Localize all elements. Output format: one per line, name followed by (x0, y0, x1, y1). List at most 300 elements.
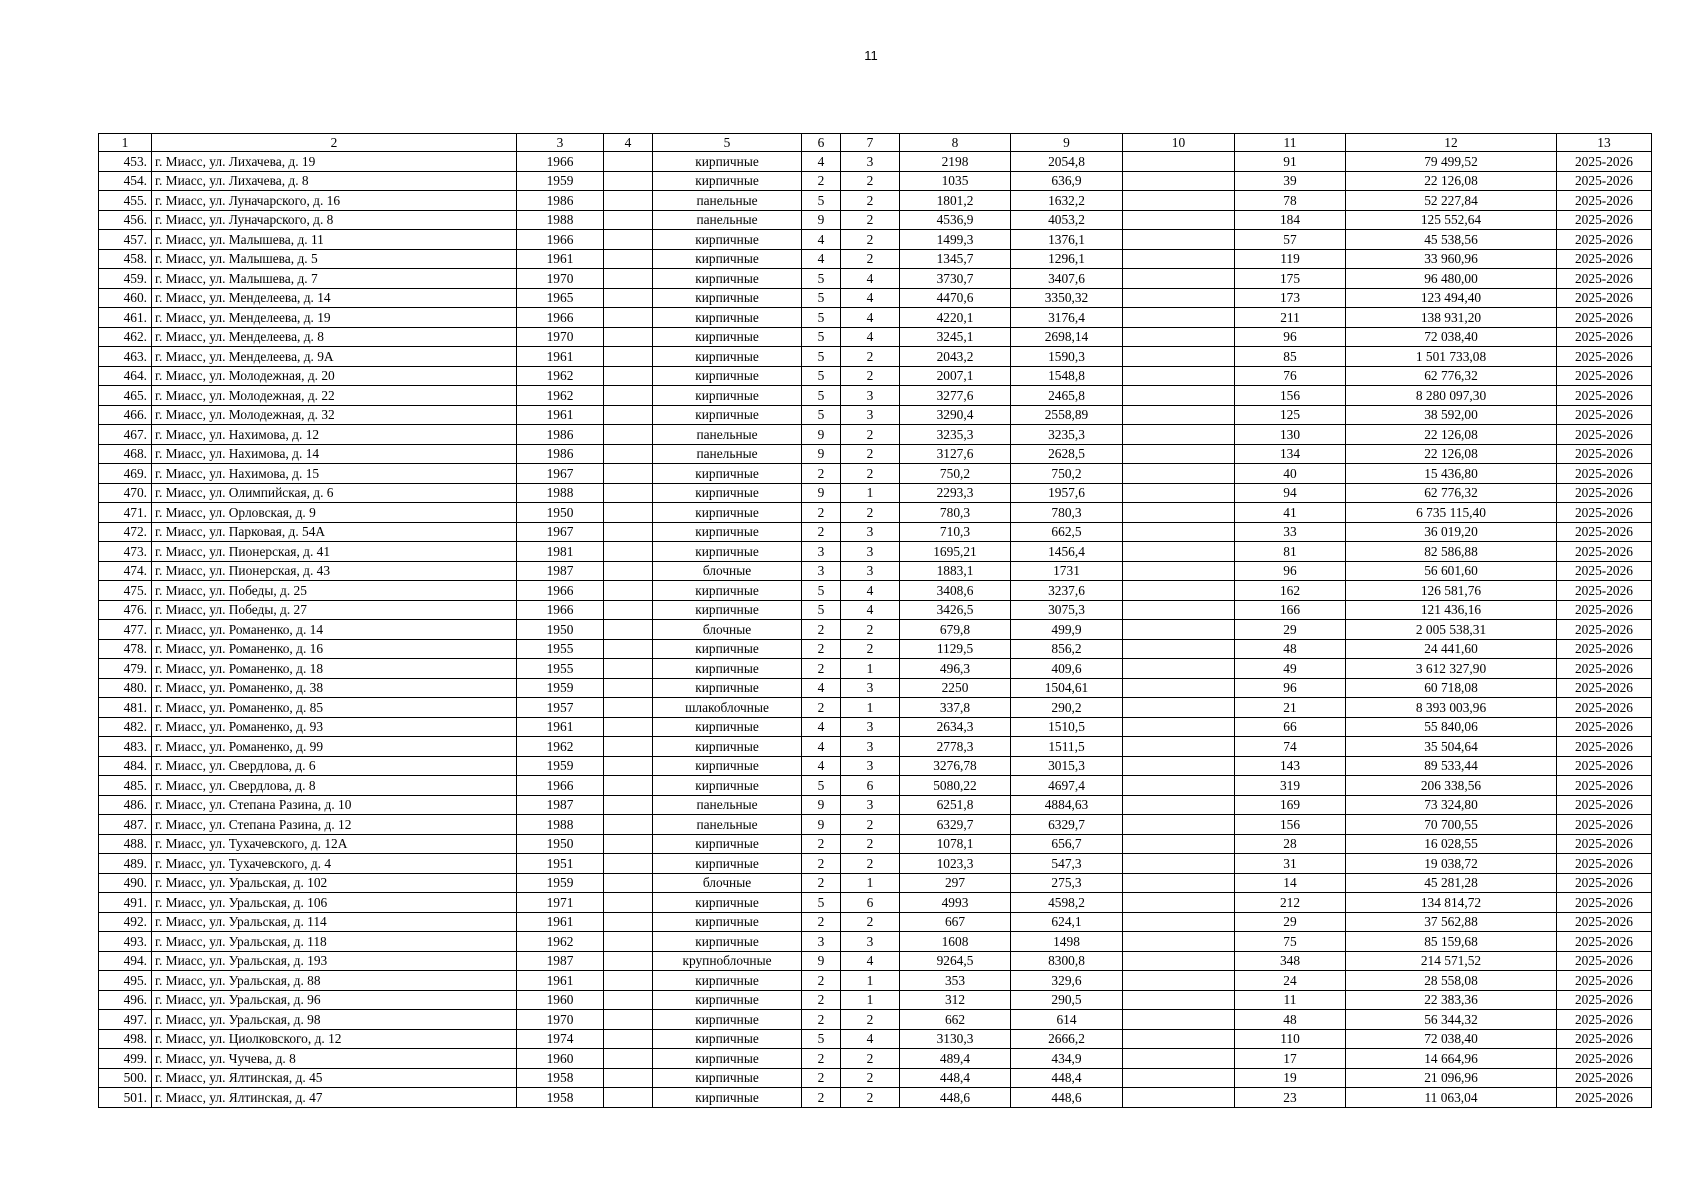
cell-floors: 2 (802, 1010, 841, 1030)
cell-residents: 28 (1235, 834, 1346, 854)
cell-col-10 (1123, 347, 1235, 367)
table-row (99, 639, 1652, 659)
cell-wall-material: панельные (653, 795, 802, 815)
cell-period: 2025-2026 (1557, 737, 1652, 757)
cell-address: г. Миасс, ул. Романенко, д. 16 (152, 639, 517, 659)
cell-living-area: 4697,4 (1011, 776, 1123, 796)
cell-total-area: 1695,21 (900, 542, 1011, 562)
cell-floors: 9 (802, 483, 841, 503)
cell-living-area: 614 (1011, 1010, 1123, 1030)
cell-period: 2025-2026 (1557, 600, 1652, 620)
cell-address: г. Миасс, ул. Луначарского, д. 8 (152, 210, 517, 230)
cell-period: 2025-2026 (1557, 542, 1652, 562)
cell-address: г. Миасс, ул. Романенко, д. 14 (152, 620, 517, 640)
cell-floors: 5 (802, 1029, 841, 1049)
table-row (99, 1049, 1652, 1069)
cell-cost: 56 601,60 (1346, 561, 1557, 581)
cell-residents: 184 (1235, 210, 1346, 230)
cell-residents: 11 (1235, 990, 1346, 1010)
cell-col-4 (604, 659, 653, 679)
cell-period: 2025-2026 (1557, 717, 1652, 737)
cell-col-10 (1123, 327, 1235, 347)
cell-floors: 4 (802, 756, 841, 776)
cell-col-4 (604, 191, 653, 211)
cell-col-10 (1123, 386, 1235, 406)
cell-row-number: 470. (99, 483, 152, 503)
cell-residents: 94 (1235, 483, 1346, 503)
cell-row-number: 495. (99, 971, 152, 991)
cell-living-area: 3235,3 (1011, 425, 1123, 445)
cell-wall-material: кирпичные (653, 464, 802, 484)
cell-floors: 5 (802, 893, 841, 913)
cell-row-number: 479. (99, 659, 152, 679)
table-row (99, 503, 1652, 523)
cell-period: 2025-2026 (1557, 951, 1652, 971)
cell-wall-material: кирпичные (653, 600, 802, 620)
cell-floors: 2 (802, 522, 841, 542)
cell-entrances: 3 (841, 386, 900, 406)
table-row (99, 932, 1652, 952)
cell-floors: 4 (802, 678, 841, 698)
cell-col-10 (1123, 951, 1235, 971)
cell-row-number: 478. (99, 639, 152, 659)
cell-living-area: 1504,61 (1011, 678, 1123, 698)
cell-cost: 123 494,40 (1346, 288, 1557, 308)
cell-col-10 (1123, 659, 1235, 679)
cell-entrances: 3 (841, 561, 900, 581)
cell-floors: 5 (802, 600, 841, 620)
cell-floors: 5 (802, 347, 841, 367)
cell-floors: 2 (802, 834, 841, 854)
table-row (99, 288, 1652, 308)
cell-entrances: 2 (841, 1068, 900, 1088)
cell-row-number: 455. (99, 191, 152, 211)
cell-address: г. Миасс, ул. Свердлова, д. 6 (152, 756, 517, 776)
cell-period: 2025-2026 (1557, 405, 1652, 425)
cell-row-number: 472. (99, 522, 152, 542)
cell-total-area: 2043,2 (900, 347, 1011, 367)
cell-entrances: 3 (841, 932, 900, 952)
cell-period: 2025-2026 (1557, 581, 1652, 601)
cell-year-built: 1988 (517, 815, 604, 835)
cell-row-number: 496. (99, 990, 152, 1010)
cell-row-number: 476. (99, 600, 152, 620)
cell-living-area: 1590,3 (1011, 347, 1123, 367)
cell-col-10 (1123, 522, 1235, 542)
cell-period: 2025-2026 (1557, 522, 1652, 542)
cell-total-area: 780,3 (900, 503, 1011, 523)
cell-wall-material: кирпичные (653, 386, 802, 406)
cell-wall-material: кирпичные (653, 522, 802, 542)
cell-row-number: 473. (99, 542, 152, 562)
cell-total-area: 297 (900, 873, 1011, 893)
cell-entrances: 4 (841, 600, 900, 620)
cell-col-10 (1123, 1068, 1235, 1088)
cell-col-10 (1123, 425, 1235, 445)
cell-col-4 (604, 990, 653, 1010)
cell-cost: 2 005 538,31 (1346, 620, 1557, 640)
cell-row-number: 471. (99, 503, 152, 523)
cell-year-built: 1959 (517, 873, 604, 893)
cell-wall-material: блочные (653, 620, 802, 640)
cell-entrances: 3 (841, 717, 900, 737)
cell-col-4 (604, 912, 653, 932)
cell-year-built: 1986 (517, 444, 604, 464)
cell-year-built: 1959 (517, 171, 604, 191)
cell-col-4 (604, 737, 653, 757)
cell-wall-material: кирпичные (653, 542, 802, 562)
cell-address: г. Миасс, ул. Менделеева, д. 19 (152, 308, 517, 328)
cell-year-built: 1955 (517, 639, 604, 659)
cell-period: 2025-2026 (1557, 561, 1652, 581)
cell-col-10 (1123, 230, 1235, 250)
cell-entrances: 2 (841, 464, 900, 484)
column-header-year-built: 3 (517, 134, 604, 152)
cell-address: г. Миасс, ул. Уральская, д. 106 (152, 893, 517, 913)
cell-cost: 72 038,40 (1346, 1029, 1557, 1049)
cell-floors: 5 (802, 405, 841, 425)
cell-col-4 (604, 581, 653, 601)
cell-address: г. Миасс, ул. Уральская, д. 102 (152, 873, 517, 893)
cell-floors: 4 (802, 152, 841, 172)
cell-floors: 2 (802, 171, 841, 191)
cell-year-built: 1966 (517, 308, 604, 328)
cell-residents: 74 (1235, 737, 1346, 757)
cell-year-built: 1961 (517, 405, 604, 425)
cell-period: 2025-2026 (1557, 327, 1652, 347)
cell-cost: 19 038,72 (1346, 854, 1557, 874)
cell-cost: 37 562,88 (1346, 912, 1557, 932)
table-row (99, 152, 1652, 172)
cell-row-number: 465. (99, 386, 152, 406)
cell-cost: 21 096,96 (1346, 1068, 1557, 1088)
column-header-cost: 12 (1346, 134, 1557, 152)
cell-col-10 (1123, 600, 1235, 620)
cell-row-number: 466. (99, 405, 152, 425)
cell-address: г. Миасс, ул. Уральская, д. 118 (152, 932, 517, 952)
table-row (99, 659, 1652, 679)
cell-col-10 (1123, 854, 1235, 874)
cell-floors: 5 (802, 191, 841, 211)
cell-floors: 3 (802, 561, 841, 581)
cell-entrances: 3 (841, 756, 900, 776)
cell-entrances: 2 (841, 639, 900, 659)
cell-living-area: 2558,89 (1011, 405, 1123, 425)
cell-col-4 (604, 932, 653, 952)
cell-wall-material: кирпичные (653, 1049, 802, 1069)
cell-entrances: 1 (841, 873, 900, 893)
column-header-address: 2 (152, 134, 517, 152)
cell-wall-material: кирпичные (653, 327, 802, 347)
cell-col-4 (604, 171, 653, 191)
cell-cost: 33 960,96 (1346, 249, 1557, 269)
cell-period: 2025-2026 (1557, 912, 1652, 932)
cell-period: 2025-2026 (1557, 425, 1652, 445)
cell-total-area: 2007,1 (900, 366, 1011, 386)
cell-total-area: 3426,5 (900, 600, 1011, 620)
cell-cost: 62 776,32 (1346, 483, 1557, 503)
table-row (99, 951, 1652, 971)
cell-floors: 5 (802, 366, 841, 386)
cell-floors: 4 (802, 737, 841, 757)
table-row (99, 464, 1652, 484)
cell-address: г. Миасс, ул. Чучева, д. 8 (152, 1049, 517, 1069)
cell-living-area: 547,3 (1011, 854, 1123, 874)
table-row (99, 756, 1652, 776)
cell-address: г. Миасс, ул. Молодежная, д. 32 (152, 405, 517, 425)
cell-address: г. Миасс, ул. Уральская, д. 96 (152, 990, 517, 1010)
cell-col-10 (1123, 444, 1235, 464)
cell-living-area: 448,6 (1011, 1088, 1123, 1108)
cell-address: г. Миасс, ул. Пионерская, д. 41 (152, 542, 517, 562)
cell-year-built: 1971 (517, 893, 604, 913)
cell-total-area: 6329,7 (900, 815, 1011, 835)
cell-row-number: 464. (99, 366, 152, 386)
cell-wall-material: кирпичные (653, 269, 802, 289)
cell-address: г. Миасс, ул. Нахимова, д. 14 (152, 444, 517, 464)
cell-wall-material: кирпичные (653, 854, 802, 874)
table-row (99, 405, 1652, 425)
cell-total-area: 3127,6 (900, 444, 1011, 464)
cell-year-built: 1987 (517, 561, 604, 581)
cell-floors: 2 (802, 1068, 841, 1088)
housing-registry-table (98, 133, 1652, 1108)
cell-year-built: 1987 (517, 795, 604, 815)
cell-floors: 5 (802, 288, 841, 308)
cell-entrances: 4 (841, 308, 900, 328)
cell-total-area: 3730,7 (900, 269, 1011, 289)
cell-period: 2025-2026 (1557, 152, 1652, 172)
cell-residents: 110 (1235, 1029, 1346, 1049)
cell-col-4 (604, 834, 653, 854)
column-header-col-4: 4 (604, 134, 653, 152)
cell-year-built: 1957 (517, 698, 604, 718)
cell-living-area: 1548,8 (1011, 366, 1123, 386)
cell-living-area: 750,2 (1011, 464, 1123, 484)
cell-residents: 85 (1235, 347, 1346, 367)
cell-floors: 5 (802, 308, 841, 328)
cell-col-10 (1123, 893, 1235, 913)
cell-address: г. Миасс, ул. Менделеева, д. 14 (152, 288, 517, 308)
cell-wall-material: панельные (653, 815, 802, 835)
cell-residents: 162 (1235, 581, 1346, 601)
cell-row-number: 482. (99, 717, 152, 737)
cell-cost: 60 718,08 (1346, 678, 1557, 698)
cell-residents: 31 (1235, 854, 1346, 874)
cell-entrances: 4 (841, 269, 900, 289)
cell-address: г. Миасс, ул. Ялтинская, д. 45 (152, 1068, 517, 1088)
cell-cost: 14 664,96 (1346, 1049, 1557, 1069)
cell-col-10 (1123, 308, 1235, 328)
cell-row-number: 481. (99, 698, 152, 718)
cell-residents: 40 (1235, 464, 1346, 484)
cell-period: 2025-2026 (1557, 659, 1652, 679)
cell-total-area: 1078,1 (900, 834, 1011, 854)
cell-wall-material: кирпичные (653, 581, 802, 601)
cell-total-area: 4220,1 (900, 308, 1011, 328)
cell-cost: 22 126,08 (1346, 171, 1557, 191)
cell-total-area: 750,2 (900, 464, 1011, 484)
cell-floors: 3 (802, 932, 841, 952)
cell-col-4 (604, 386, 653, 406)
cell-living-area: 1296,1 (1011, 249, 1123, 269)
cell-cost: 82 586,88 (1346, 542, 1557, 562)
cell-living-area: 4884,63 (1011, 795, 1123, 815)
cell-col-4 (604, 639, 653, 659)
table-row (99, 191, 1652, 211)
cell-residents: 57 (1235, 230, 1346, 250)
cell-cost: 15 436,80 (1346, 464, 1557, 484)
cell-row-number: 497. (99, 1010, 152, 1030)
cell-wall-material: кирпичные (653, 776, 802, 796)
cell-wall-material: кирпичные (653, 1010, 802, 1030)
cell-col-4 (604, 1010, 653, 1030)
cell-residents: 39 (1235, 171, 1346, 191)
cell-period: 2025-2026 (1557, 834, 1652, 854)
column-header-period: 13 (1557, 134, 1652, 152)
cell-total-area: 489,4 (900, 1049, 1011, 1069)
cell-cost: 35 504,64 (1346, 737, 1557, 757)
table-row (99, 717, 1652, 737)
table-row (99, 1010, 1652, 1030)
cell-living-area: 1957,6 (1011, 483, 1123, 503)
cell-total-area: 6251,8 (900, 795, 1011, 815)
cell-col-4 (604, 444, 653, 464)
cell-residents: 166 (1235, 600, 1346, 620)
cell-year-built: 1950 (517, 503, 604, 523)
cell-floors: 9 (802, 444, 841, 464)
cell-entrances: 4 (841, 1029, 900, 1049)
cell-wall-material: кирпичные (653, 756, 802, 776)
cell-col-10 (1123, 776, 1235, 796)
cell-year-built: 1965 (517, 288, 604, 308)
cell-row-number: 453. (99, 152, 152, 172)
cell-living-area: 662,5 (1011, 522, 1123, 542)
cell-residents: 33 (1235, 522, 1346, 542)
cell-col-4 (604, 795, 653, 815)
cell-year-built: 1960 (517, 990, 604, 1010)
cell-year-built: 1959 (517, 756, 604, 776)
cell-col-10 (1123, 639, 1235, 659)
cell-row-number: 462. (99, 327, 152, 347)
cell-address: г. Миасс, ул. Тухачевского, д. 12А (152, 834, 517, 854)
table-row (99, 698, 1652, 718)
cell-cost: 55 840,06 (1346, 717, 1557, 737)
cell-year-built: 1962 (517, 366, 604, 386)
column-header-row-number: 1 (99, 134, 152, 152)
cell-wall-material: кирпичные (653, 893, 802, 913)
cell-col-10 (1123, 620, 1235, 640)
cell-wall-material: панельные (653, 191, 802, 211)
cell-col-10 (1123, 171, 1235, 191)
cell-residents: 66 (1235, 717, 1346, 737)
cell-wall-material: кирпичные (653, 717, 802, 737)
cell-residents: 29 (1235, 620, 1346, 640)
cell-floors: 3 (802, 542, 841, 562)
cell-row-number: 456. (99, 210, 152, 230)
cell-cost: 8 280 097,30 (1346, 386, 1557, 406)
page-number: 11 (864, 48, 878, 63)
table-row (99, 308, 1652, 328)
cell-year-built: 1986 (517, 191, 604, 211)
cell-col-10 (1123, 542, 1235, 562)
cell-col-10 (1123, 932, 1235, 952)
cell-wall-material: кирпичные (653, 405, 802, 425)
cell-row-number: 500. (99, 1068, 152, 1088)
cell-col-4 (604, 951, 653, 971)
cell-col-4 (604, 600, 653, 620)
cell-living-area: 448,4 (1011, 1068, 1123, 1088)
cell-wall-material: кирпичные (653, 990, 802, 1010)
cell-col-10 (1123, 464, 1235, 484)
cell-entrances: 4 (841, 327, 900, 347)
cell-total-area: 3130,3 (900, 1029, 1011, 1049)
cell-entrances: 2 (841, 210, 900, 230)
table-row (99, 542, 1652, 562)
cell-living-area: 3015,3 (1011, 756, 1123, 776)
cell-floors: 2 (802, 990, 841, 1010)
cell-total-area: 667 (900, 912, 1011, 932)
table-body (99, 134, 1652, 1108)
cell-period: 2025-2026 (1557, 1010, 1652, 1030)
cell-living-area: 3176,4 (1011, 308, 1123, 328)
cell-period: 2025-2026 (1557, 1088, 1652, 1108)
cell-year-built: 1961 (517, 347, 604, 367)
cell-cost: 96 480,00 (1346, 269, 1557, 289)
cell-wall-material: панельные (653, 444, 802, 464)
cell-cost: 6 735 115,40 (1346, 503, 1557, 523)
cell-col-10 (1123, 483, 1235, 503)
cell-col-10 (1123, 873, 1235, 893)
cell-entrances: 3 (841, 737, 900, 757)
cell-row-number: 480. (99, 678, 152, 698)
cell-residents: 134 (1235, 444, 1346, 464)
cell-cost: 134 814,72 (1346, 893, 1557, 913)
cell-total-area: 662 (900, 1010, 1011, 1030)
cell-cost: 8 393 003,96 (1346, 698, 1557, 718)
cell-row-number: 457. (99, 230, 152, 250)
cell-year-built: 1958 (517, 1088, 604, 1108)
cell-entrances: 2 (841, 191, 900, 211)
cell-row-number: 491. (99, 893, 152, 913)
cell-period: 2025-2026 (1557, 386, 1652, 406)
cell-year-built: 1961 (517, 971, 604, 991)
cell-period: 2025-2026 (1557, 347, 1652, 367)
cell-col-10 (1123, 1010, 1235, 1030)
cell-residents: 125 (1235, 405, 1346, 425)
cell-residents: 212 (1235, 893, 1346, 913)
cell-wall-material: кирпичные (653, 366, 802, 386)
cell-year-built: 1955 (517, 659, 604, 679)
cell-residents: 48 (1235, 639, 1346, 659)
cell-living-area: 624,1 (1011, 912, 1123, 932)
cell-col-10 (1123, 815, 1235, 835)
cell-total-area: 4470,6 (900, 288, 1011, 308)
cell-total-area: 1499,3 (900, 230, 1011, 250)
cell-total-area: 448,6 (900, 1088, 1011, 1108)
cell-period: 2025-2026 (1557, 756, 1652, 776)
cell-col-4 (604, 815, 653, 835)
cell-floors: 2 (802, 503, 841, 523)
cell-entrances: 2 (841, 1088, 900, 1108)
cell-residents: 81 (1235, 542, 1346, 562)
cell-residents: 17 (1235, 1049, 1346, 1069)
cell-total-area: 496,3 (900, 659, 1011, 679)
cell-cost: 121 436,16 (1346, 600, 1557, 620)
cell-address: г. Миасс, ул. Тухачевского, д. 4 (152, 854, 517, 874)
cell-wall-material: кирпичные (653, 503, 802, 523)
cell-col-4 (604, 522, 653, 542)
